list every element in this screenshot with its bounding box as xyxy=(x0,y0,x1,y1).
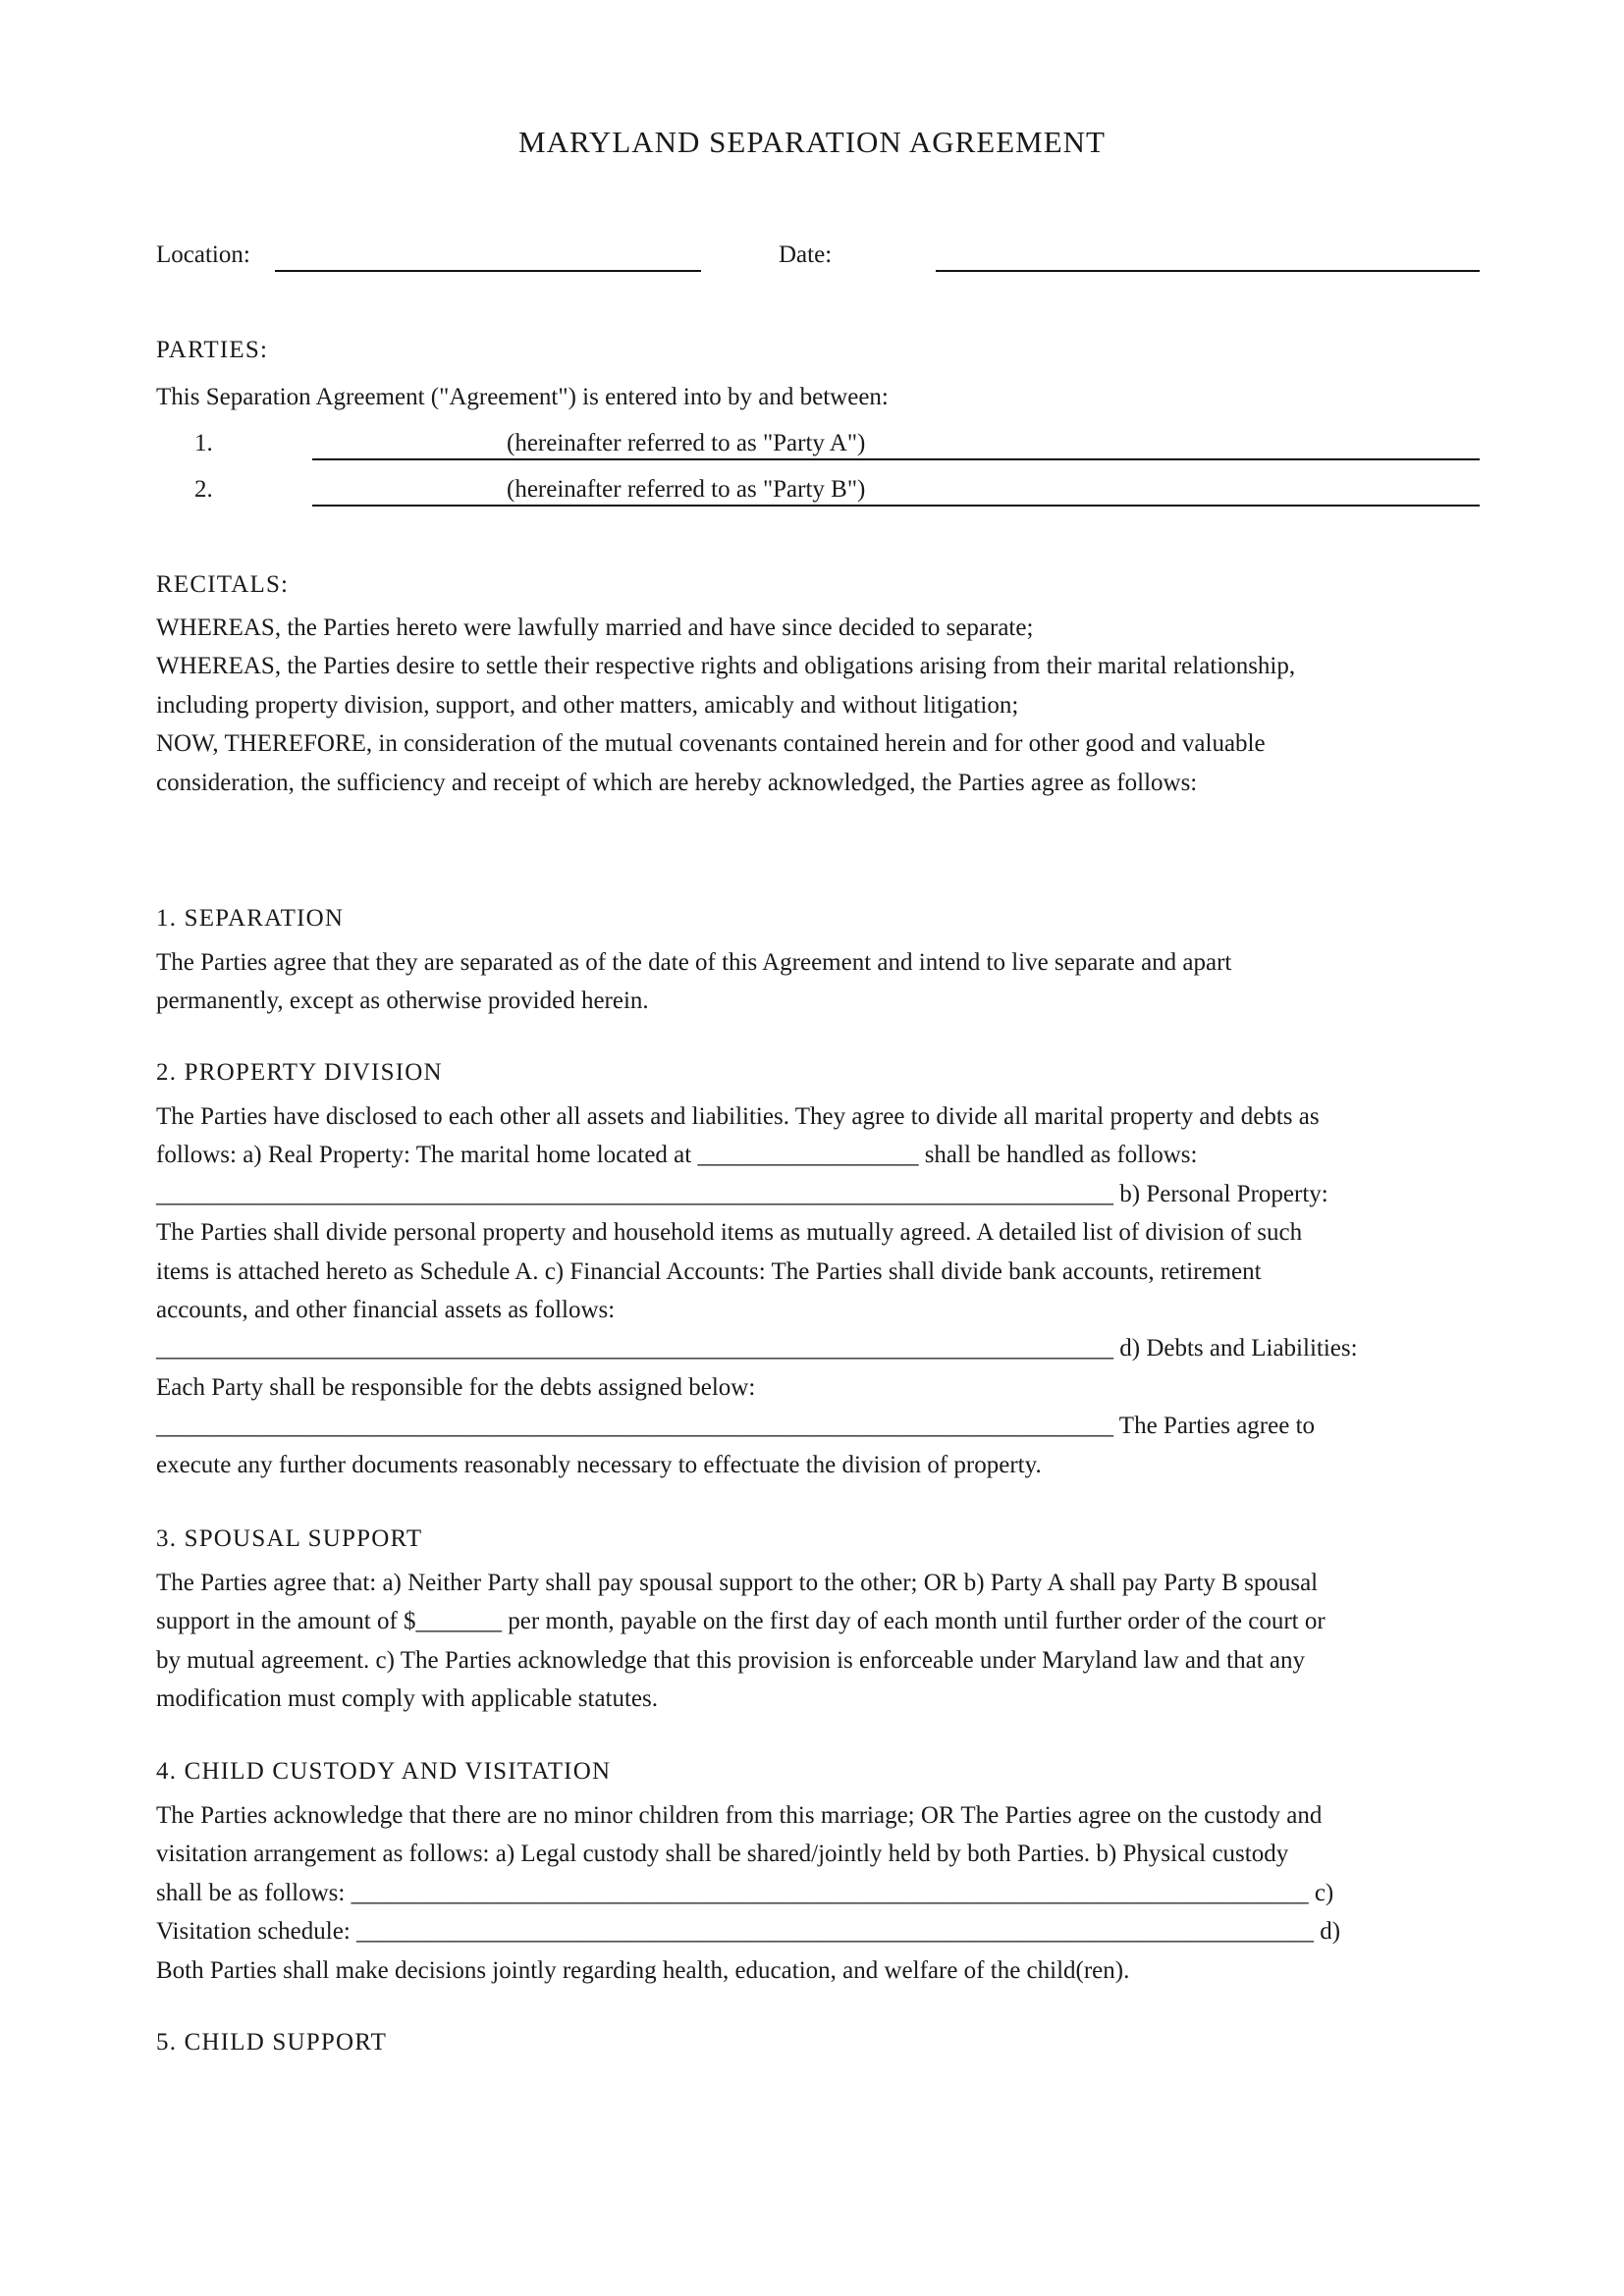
section-3-heading: 3. SPOUSAL SUPPORT xyxy=(156,1525,423,1552)
section-1-line: The Parties agree that they are separated as of the date of this Agreement and intend to live separate and apart xyxy=(156,949,1232,976)
section-2-line: ______________________________________________________________________________ d) Debts and Liabilities: xyxy=(156,1335,1358,1362)
section-2-line: accounts, and other financial assets as follows: xyxy=(156,1296,616,1323)
section-4-line: The Parties acknowledge that there are no minor children from this marriage; OR The Parties agree on the custody and xyxy=(156,1802,1323,1829)
section-4-line: Visitation schedule: ______________________________________________________________________________ d) xyxy=(156,1918,1341,1946)
section-2-line: ______________________________________________________________________________ The Parties agree to xyxy=(156,1413,1316,1440)
party-a-name-field[interactable] xyxy=(312,458,1480,460)
section-2-line: follows: a) Real Property: The marital home located at __________________ shall be handled as follows: xyxy=(156,1142,1198,1169)
section-3-line: The Parties agree that: a) Neither Party shall pay spousal support to the other; OR b) Party A shall pay Party B spousal xyxy=(156,1570,1319,1596)
section-4-body xyxy=(156,1796,1482,1990)
location-field[interactable] xyxy=(275,270,701,272)
party-a-text: (hereinafter referred to as "Party A") xyxy=(507,430,866,456)
recitals-line: WHEREAS, the Parties hereto were lawfully married and have since decided to separate; xyxy=(156,614,1034,641)
section-4-line: visitation arrangement as follows: a) Legal custody shall be shared/jointly held by both Parties. b) Physical custody xyxy=(156,1841,1289,1868)
parties-heading: PARTIES: xyxy=(156,337,269,363)
section-2-body xyxy=(156,1097,1482,1484)
section-1-heading: 1. SEPARATION xyxy=(156,905,345,932)
date-field[interactable] xyxy=(936,270,1480,272)
section-2-line: items is attached hereto as Schedule A. c) Financial Accounts: The Parties shall divide bank accounts, retirement xyxy=(156,1257,1262,1285)
party-b-number: 2. xyxy=(194,476,213,503)
party-a-number: 1. xyxy=(194,430,213,456)
date-label: Date: xyxy=(779,241,833,268)
section-2-heading: 2. PROPERTY DIVISION xyxy=(156,1059,443,1086)
section-3-line: by mutual agreement. c) The Parties acknowledge that this provision is enforceable under Maryland law and that any xyxy=(156,1646,1305,1674)
section-3-line: support in the amount of $_______ per month, payable on the first day of each month until further order of the court or xyxy=(156,1608,1326,1635)
section-3-body xyxy=(156,1564,1482,1719)
recitals-line: including property division, support, and other matters, amicably and without litigation; xyxy=(156,691,1019,719)
section-1-line: permanently, except as otherwise provided herein. xyxy=(156,988,649,1015)
recitals-line: NOW, THEREFORE, in consideration of the mutual covenants contained herein and for other good and valuable xyxy=(156,730,1266,758)
section-4-line: shall be as follows: ______________________________________________________________________________ c) xyxy=(156,1879,1334,1906)
recitals-body xyxy=(156,609,1482,802)
section-1-body xyxy=(156,943,1482,1021)
recitals-line: consideration, the sufficiency and receipt of which are hereby acknowledged, the Parties agree as follows: xyxy=(156,769,1198,796)
document-title: MARYLAND SEPARATION AGREEMENT xyxy=(518,125,1106,159)
party-b-name-field[interactable] xyxy=(312,505,1480,507)
location-label: Location: xyxy=(156,241,250,268)
parties-intro: This Separation Agreement ("Agreement") is entered into by and between: xyxy=(156,384,889,410)
section-2-line: Each Party shall be responsible for the debts assigned below: xyxy=(156,1373,756,1401)
section-2-line: The Parties have disclosed to each other all assets and liabilities. They agree to divide all marital property and debts as xyxy=(156,1103,1320,1130)
section-2-line: The Parties shall divide personal property and household items as mutually agreed. A detailed list of division of such xyxy=(156,1219,1303,1247)
section-2-line: ______________________________________________________________________________ b) Personal Property: xyxy=(156,1180,1328,1207)
recitals-line: WHEREAS, the Parties desire to settle their respective rights and obligations arising from their marital relationship, xyxy=(156,653,1296,680)
party-b-text: (hereinafter referred to as "Party B") xyxy=(507,476,866,503)
section-5-heading: 5. CHILD SUPPORT xyxy=(156,2029,388,2056)
section-4-heading: 4. CHILD CUSTODY AND VISITATION xyxy=(156,1758,612,1785)
recitals-heading: RECITALS: xyxy=(156,571,290,598)
section-3-line: modification must comply with applicable statutes. xyxy=(156,1685,659,1713)
section-4-line: Both Parties shall make decisions jointly regarding health, education, and welfare of the child(ren). xyxy=(156,1956,1130,1984)
section-2-line: execute any further documents reasonably necessary to effectuate the division of property. xyxy=(156,1451,1042,1478)
